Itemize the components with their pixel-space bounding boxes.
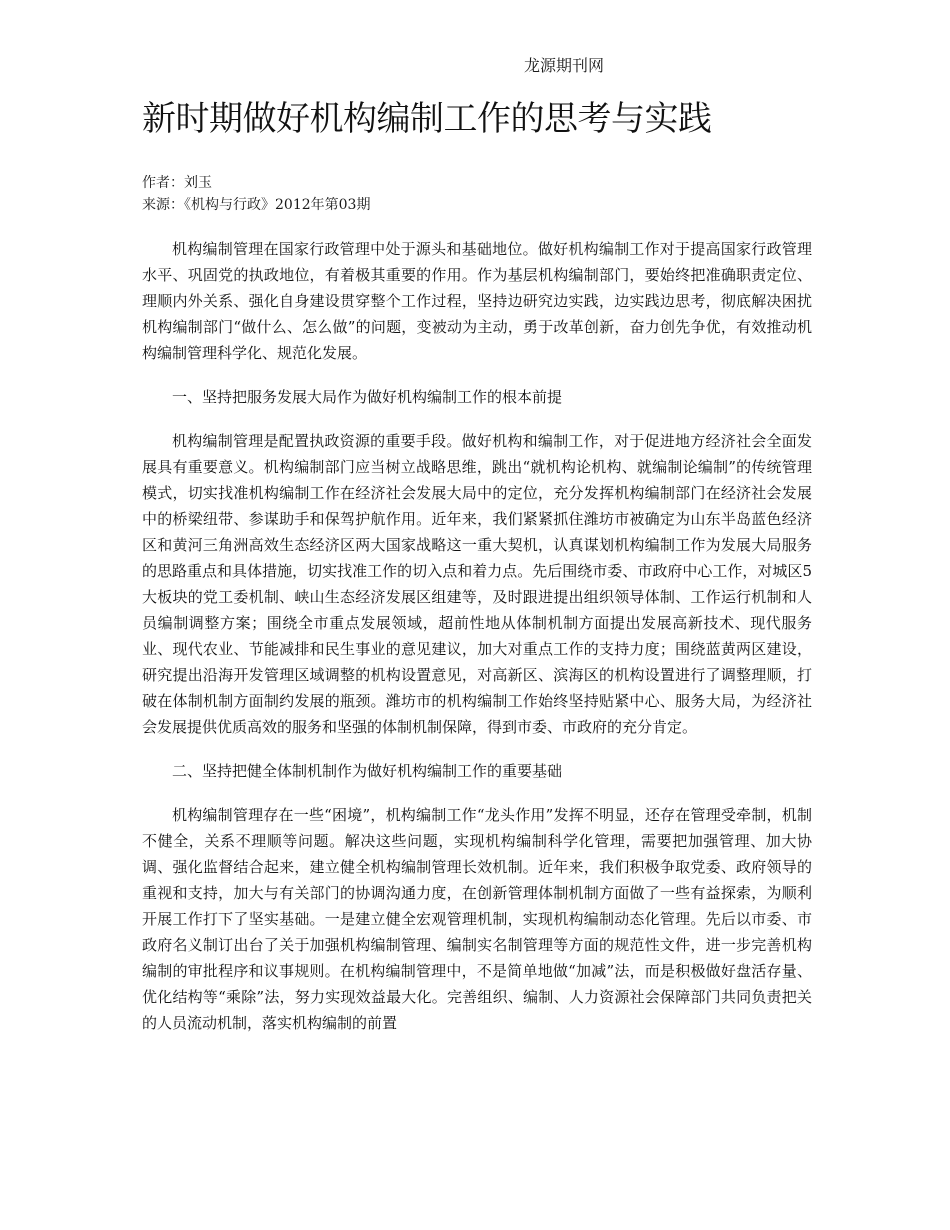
- site-name-header: 龙源期刊网: [524, 56, 605, 75]
- article-meta: [142, 172, 370, 216]
- body-paragraph: 机构编制管理在国家行政管理中处于源头和基础地位。做好机构编制工作对于提高国家行政管理水平、巩固党的执政地位，有着极其重要的作用。作为基层机构编制部门，要始终把准确职责定位、理顺内外关系、强化自身建设贯穿整个工作过程，坚持边研究边实践，边实践边思考，彻底解决困扰机构编制部门“做什么、怎么做”的问题，变被动为主动，勇于改革创新，奋力创先争优，有效推动机构编制管理科学化、规范化发展。: [142, 240, 812, 362]
- section-heading: 二、坚持把健全体制机制作为做好机构编制工作的重要基础: [172, 762, 563, 780]
- article-body: [142, 236, 812, 1054]
- body-paragraph: 机构编制管理是配置执政资源的重要手段。做好机构和编制工作，对于促进地方经济社会全面发展具有重要意义。机构编制部门应当树立战略思维，跳出“就机构论机构、就编制论编制”的传统管理模式，切实找准机构编制工作在经济社会发展大局中的定位，充分发挥机构编制部门在经济社会发展中的桥梁纽带、参谋助手和保驾护航作用。近年来，我们紧紧抓住潍坊市被确定为山东半岛蓝色经济区和黄河三角洲高效生态经济区两大国家战略这一重大契机，认真谋划机构编制工作为发展大局服务的思路重点和具体措施，切实找准工作的切入点和着力点。先后围绕市委、市政府中心工作，对城区5大板块的党工委机制、峡山生态经济发展区组建等，及时跟进提出组织领导体制、工作运行机制和人员编制调整方案；围绕全市重点发展领域，超前性地从体制机制方面提出发展高新技术、现代服务业、现代农业、节能减排和民生事业的意见建议，加大对重点工作的支持力度；围绕蓝黄两区建设，研究提出沿海开发管理区域调整的机构设置意见，对高新区、滨海区的机构设置进行了调整理顺，打破在体制机制方面制约发展的瓶颈。潍坊市的机构编制工作始终坚持贴紧中心、服务大局，为经济社会发展提供优质高效的服务和坚强的体制机制保障，得到市委、市政府的充分肯定。: [142, 432, 812, 736]
- source-line: 来源：《机构与行政》2012年第03期: [142, 197, 371, 213]
- section-heading: 一、坚持把服务发展大局作为做好机构编制工作的根本前提: [172, 388, 563, 406]
- article-title: 新时期做好机构编制工作的思考与实践: [142, 99, 712, 139]
- body-paragraph: 机构编制管理存在一些“困境”，机构编制工作“龙头作用”发挥不明显，还存在管理受牵制，机制不健全，关系不理顺等问题。解决这些问题，实现机构编制科学化管理，需要把加强管理、加大协调、强化监督结合起来，建立健全机构编制管理长效机制。近年来，我们积极争取党委、政府领导的重视和支持，加大与有关部门的协调沟通力度，在创新管理体制机制方面做了一些有益探索，为顺利开展工作打下了坚实基础。一是建立健全宏观管理机制，实现机构编制动态化管理。先后以市委、市政府名义制订出台了关于加强机构编制管理、编制实名制管理等方面的规范性文件，进一步完善机构编制的审批程序和议事规则。在机构编制管理中，不是简单地做“加减”法，而是积极做好盘活存量、优化结构等“乘除”法，努力实现效益最大化。完善组织、编制、人力资源社会保障部门共同负责把关的人员流动机制，落实机构编制的前置: [142, 806, 812, 1032]
- author-line: 作者：刘玉: [142, 175, 212, 191]
